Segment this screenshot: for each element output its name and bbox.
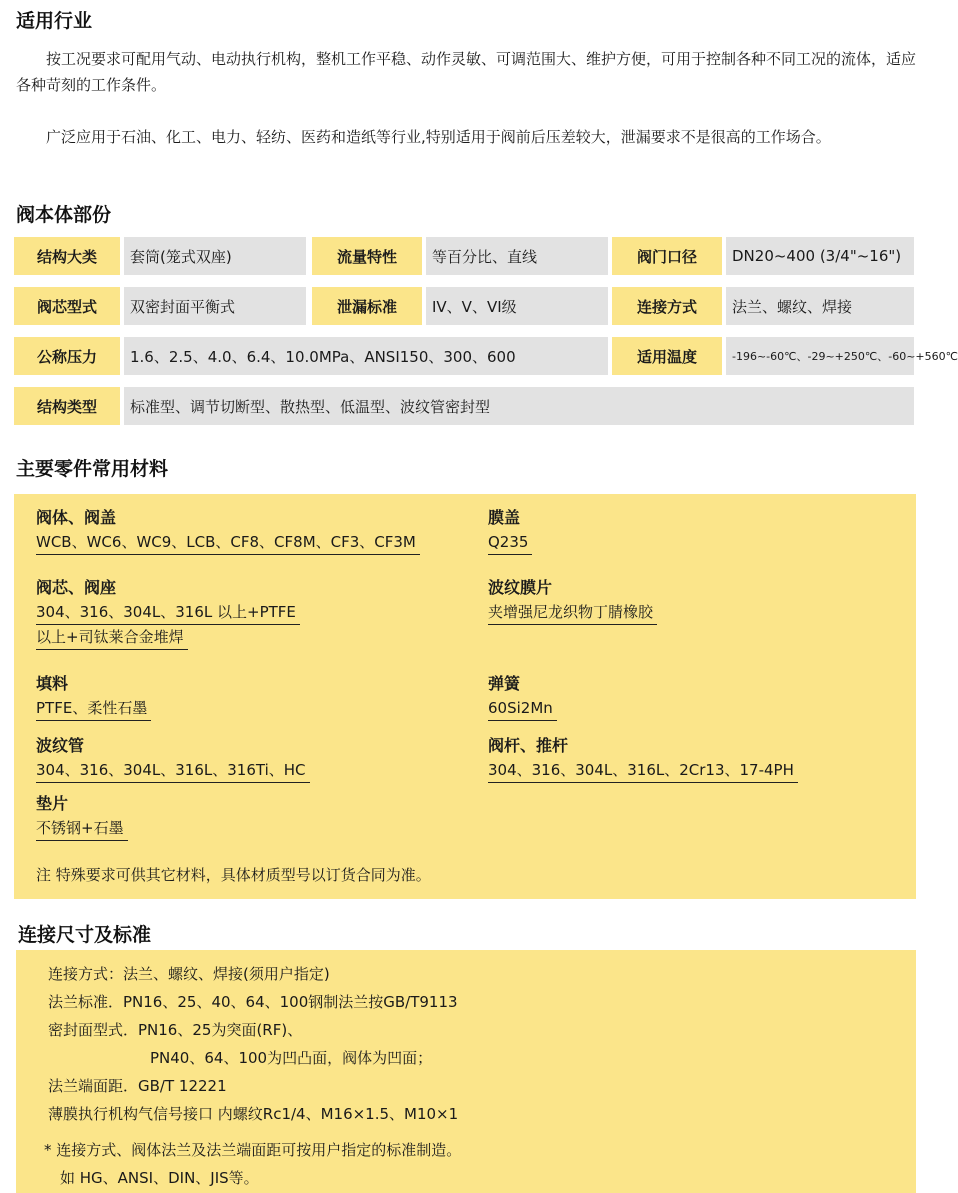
material-value: 60Si2Mn [488,696,557,721]
connection-panel [16,950,916,1193]
spec-value: 双密封面平衡式 [124,287,306,325]
connection-line: 法兰端面距．GB/T 12221 [48,1077,227,1095]
spec-label: 适用温度 [612,337,722,375]
spec-label: 泄漏标准 [312,287,422,325]
section-title-valve-body: 阀本体部份 [16,204,112,226]
connection-line: * 连接方式、阀体法兰及法兰端面距可按用户指定的标准制造。 [44,1141,462,1159]
spec-value: IV、V、VI级 [426,287,608,325]
industry-paragraph-1: 按工况要求可配用气动、电动执行机构，整机工作平稳、动作灵敏、可调范围大、维护方便，可用于控制各种不同工况的流体，适应各种苛刻的工作条件。 [16,50,917,94]
spec-label: 阀芯型式 [14,287,120,325]
material-item-spring [488,672,557,721]
section-title-connection: 连接尺寸及标准 [18,924,152,946]
spec-value: 标准型、调节切断型、散热型、低温型、波纹管密封型 [124,387,914,425]
spec-label: 公称压力 [14,337,120,375]
material-title: 垫片 [36,794,69,813]
material-value: WCB、WC6、WC9、LCB、CF8、CF8M、CF3、CF3M [36,530,420,555]
industry-paragraph-2: 广泛应用于石油、化工、电力、轻纺、医药和造纸等行业,特别适用于阀前后压差较大，泄漏要求不是很高的工作场合。 [46,128,831,146]
material-item-packing [36,672,151,721]
material-value: 304、316、304L、316L、316Ti、HC [36,758,310,783]
spec-label: 连接方式 [612,287,722,325]
connection-line: 密封面型式．PN16、25为突面(RF)、 [48,1021,303,1039]
spec-value: 法兰、螺纹、焊接 [726,287,914,325]
material-title: 膜盖 [488,508,521,527]
material-title: 阀体、阀盖 [36,508,117,527]
material-value: PTFE、柔性石墨 [36,696,151,721]
material-value: Q235 [488,530,532,555]
material-title: 填料 [36,674,69,693]
spec-value: 等百分比、直线 [426,237,608,275]
material-item-gasket [36,792,128,841]
material-item-cover [488,506,532,555]
material-item-bellows [36,734,310,783]
material-value: 以上+司钛莱合金堆焊 [36,625,188,650]
spec-label: 结构类型 [14,387,120,425]
material-title: 弹簧 [488,674,521,693]
connection-line: PN40、64、100为凹凸面，阀体为凹面； [150,1049,433,1067]
material-title: 阀杆、推杆 [488,736,569,755]
spec-value: 套筒(笼式双座) [124,237,306,275]
connection-line: 连接方式：法兰、螺纹、焊接(须用户指定) [48,965,330,983]
material-item-diaphragm [488,576,657,625]
material-value: 304、316、304L、316L、2Cr13、17-4PH [488,758,798,783]
connection-line: 法兰标准．PN16、25、40、64、100钢制法兰按GB/T9113 [48,993,458,1011]
materials-panel [14,494,916,899]
spec-value: DN20~400 (3/4"~16") [726,237,914,275]
section-title-industry: 适用行业 [16,10,93,32]
connection-line: 如 HG、ANSI、DIN、JIS等。 [60,1169,259,1187]
materials-note: 注 特殊要求可供其它材料，具体材质型号以订货合同为准。 [36,866,431,884]
spec-label: 结构大类 [14,237,120,275]
material-item-stem [488,734,798,783]
spec-label: 阀门口径 [612,237,722,275]
material-title: 波纹管 [36,736,85,755]
material-title: 阀芯、阀座 [36,578,117,597]
material-item-body [36,506,420,555]
material-value: 304、316、304L、316L 以上+PTFE [36,600,300,625]
spec-value: -196~-60℃、-29~+250℃、-60~+560℃ [726,337,914,375]
material-value: 不锈钢+石墨 [36,816,128,841]
spec-label: 流量特性 [312,237,422,275]
material-value: 夹增强尼龙织物丁腈橡胶 [488,600,657,625]
connection-line: 薄膜执行机构气信号接口 内螺纹Rc1/4、M16×1.5、M10×1 [48,1105,459,1123]
spec-value: 1.6、2.5、4.0、6.4、10.0MPa、ANSI150、300、600 [124,337,608,375]
section-title-materials: 主要零件常用材料 [16,458,169,480]
material-title: 波纹膜片 [488,578,553,597]
material-item-core [36,576,300,650]
